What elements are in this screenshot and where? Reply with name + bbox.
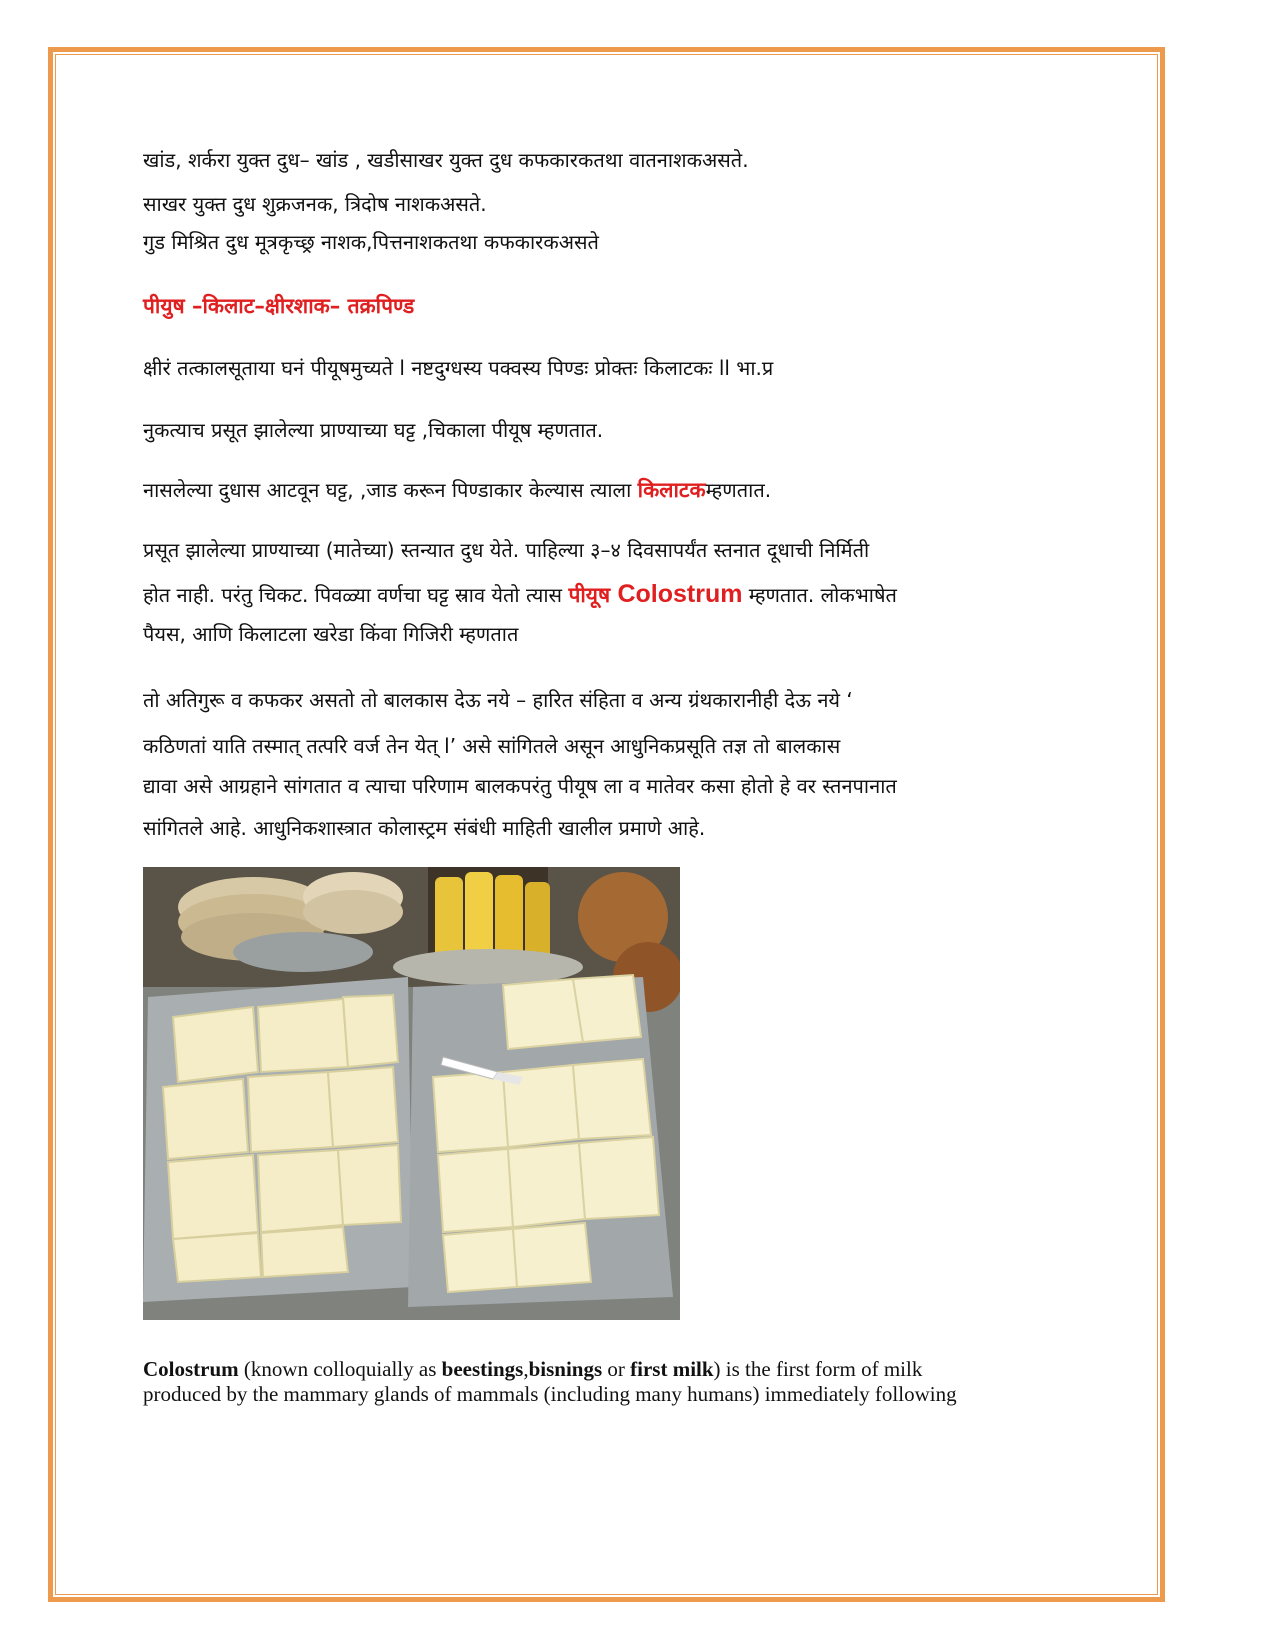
- english-line-1: [143, 1357, 957, 1382]
- piyush-highlight: पीयूष: [568, 583, 618, 607]
- english-paragraph: [143, 1357, 957, 1407]
- text-line-6-pre: नासलेल्या दुधास आटवून घट्ट, ,जाड करून पिण्डाकार केल्यास त्याला: [143, 478, 638, 502]
- english-text-1: (known colloquially as: [238, 1357, 442, 1381]
- para2-line-2: कठिणतां याति तस्मात् तत्परि वर्ज तेन येत् l’ असे सांगितले असून आधुनिकप्रसूति तज्ञ तो बालकास: [143, 734, 841, 758]
- term-beestings: beestings: [441, 1357, 524, 1381]
- para1-line-1: प्रसूत झालेल्या प्राण्याच्या (मातेच्या) स्तन्यात दुध येते. पाहिल्या ३–४ दिवसापर्यंत स्तनात दूधाची निर्मिती: [143, 538, 870, 562]
- term-bisnings: bisnings: [528, 1357, 603, 1381]
- kilatak-highlight: किलाटक: [637, 478, 706, 502]
- para1-line-2-pre: होत नाही. परंतु चिकट. पिवळ्या वर्णचा घट्ट स्राव येतो त्यास: [143, 583, 569, 607]
- para2-line-4: सांगितले आहे. आधुनिकशास्त्रात कोलास्ट्रम संबंधी माहिती खालील प्रमाणे आहे.: [143, 816, 706, 840]
- para1-line-2-post: म्हणतात. लोकभाषेत: [742, 583, 897, 607]
- colostrum-highlight: Colostrum: [617, 580, 743, 608]
- sanskrit-verse: क्षीरं तत्कालसूताया घनं पीयूषमुच्यते l नष्टदुग्धस्य पक्वस्य पिण्डः प्रोक्तः किलाटकः ll भा.प्र: [143, 356, 774, 380]
- english-text-2: ,: [523, 1357, 529, 1381]
- para2-line-3: द्यावा असे आग्रहाने सांगतात व त्याचा परिणाम बालकपरंतु पीयूष ला व मातेवर कसा होतो हे वर स्तनपानात: [143, 774, 897, 798]
- text-line-6: [143, 480, 771, 501]
- term-first-milk: first milk: [630, 1357, 714, 1381]
- paneer-photo: [143, 867, 680, 1320]
- text-line-1: खांड, शर्करा युक्त दुध– खांड , खडीसाखर युक्त दुध कफकारकतथा वातनाशकअसते.: [143, 148, 749, 172]
- english-line-2: produced by the mammary glands of mammals (including many humans) immediately following: [143, 1382, 957, 1407]
- english-text-3: or: [602, 1357, 631, 1381]
- text-line-2: साखर युक्त दुध शुक्रजनक, त्रिदोष नाशकअसते.: [143, 192, 487, 216]
- para1-line-2: [143, 582, 897, 607]
- text-line-5: नुकत्याच प्रसूत झालेल्या प्राण्याच्या घट्ट ,चिकाला पीयूष म्हणतात.: [143, 418, 604, 442]
- english-text-4: ) is the first form of milk: [713, 1357, 923, 1381]
- text-line-3: गुड मिश्रित दुध मूत्रकृच्छ्र नाशक,पित्तनाशकतथा कफकारकअसते: [143, 230, 599, 254]
- text-line-6-post: म्हणतात.: [705, 478, 772, 502]
- para2-line-1: तो अतिगुरू व कफकर असतो तो बालकास देऊ नये – हारित संहिता व अन्य ग्रंथकारानीही देऊ नये ‘: [143, 688, 853, 712]
- term-colostrum: Colostrum: [143, 1357, 239, 1381]
- section-heading: पीयुष –किलाट–क्षीरशाक– तक्रपिण्ड: [143, 294, 415, 318]
- para1-line-3: पैयस, आणि किलाटला खरेडा किंवा गिजिरी म्हणतात: [143, 622, 519, 646]
